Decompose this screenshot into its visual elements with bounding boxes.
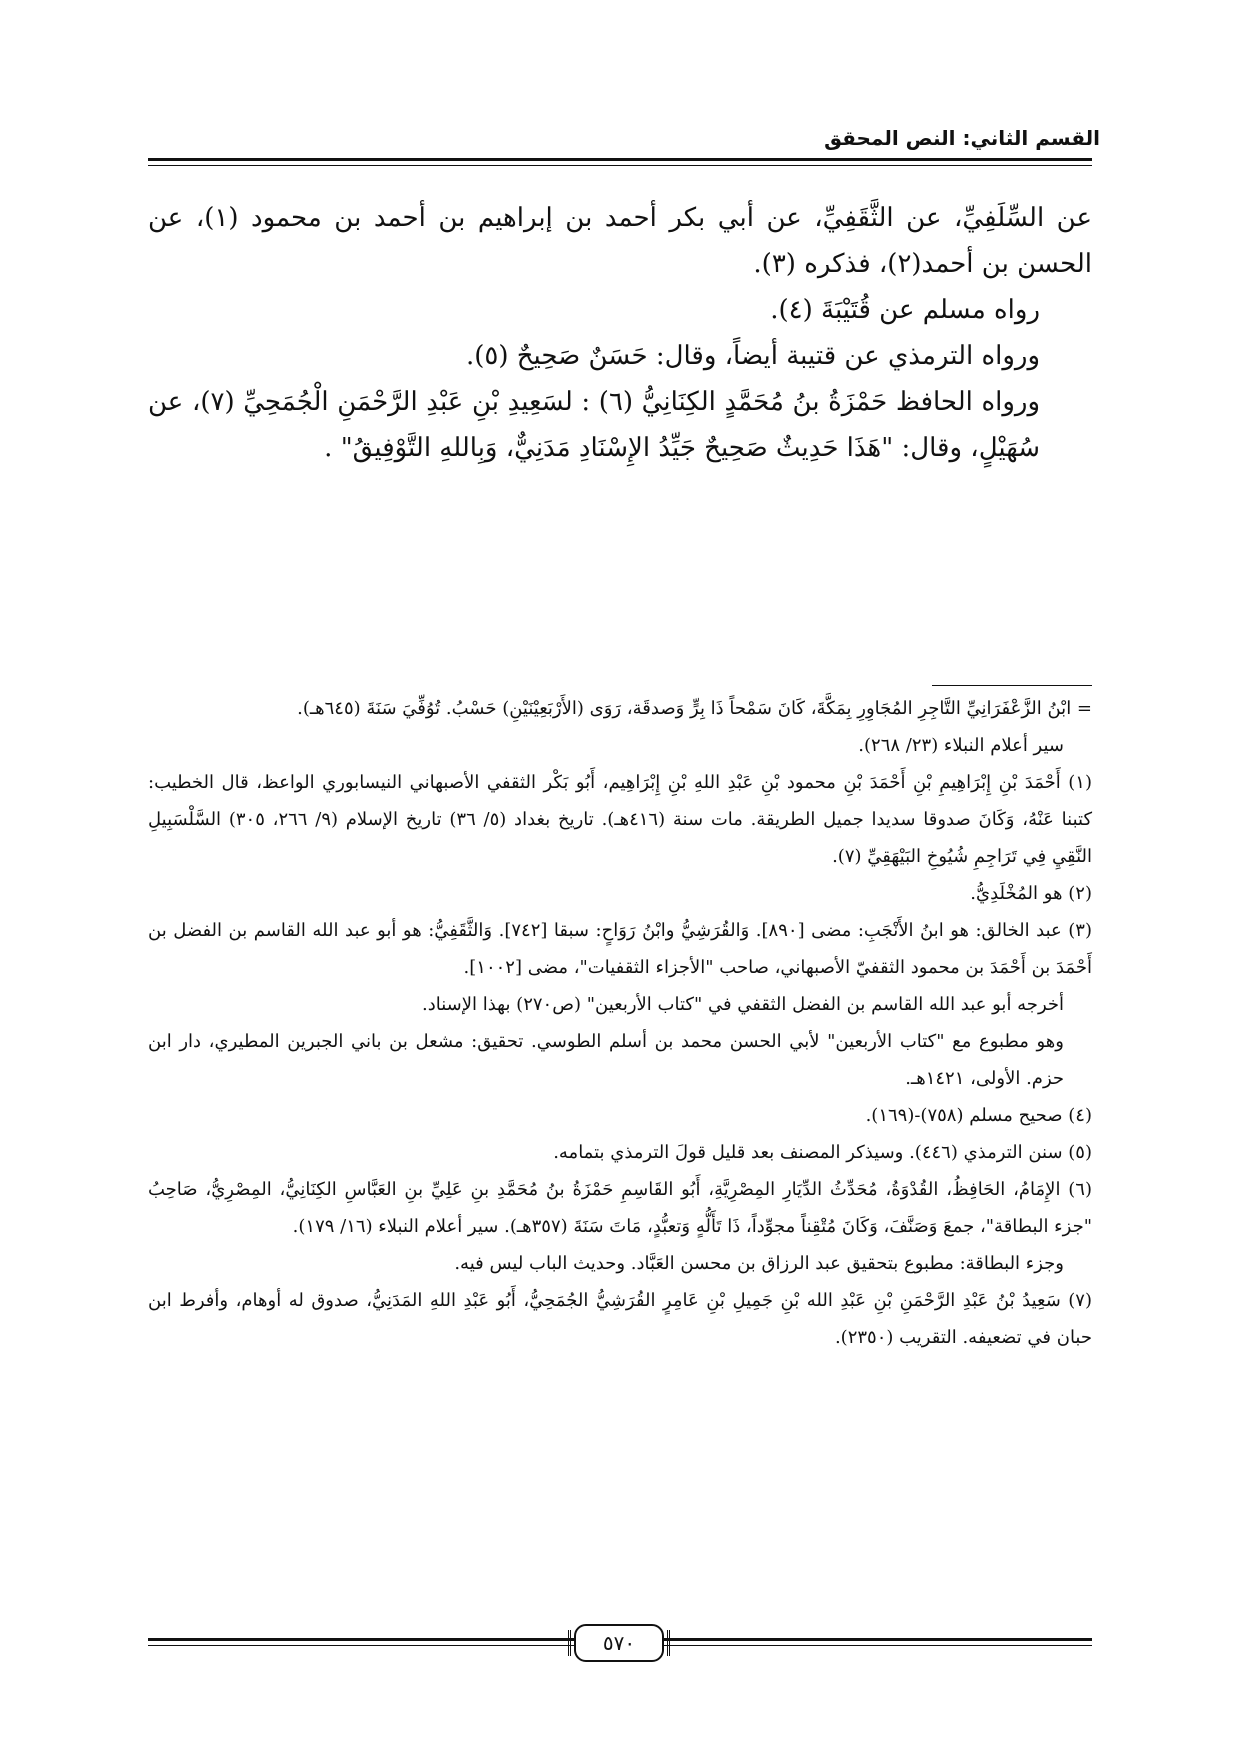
header-rule-thick (148, 158, 1092, 161)
footnote-3-note-b: وهو مطبوع مع "كتاب الأربعين" لأبي الحسن محمد بن أسلم الطوسي. تحقيق: مشعل بن باني الجبرين المطيري، دار ابن حزم. الأولى، ١٤٢١هـ. (148, 1031, 1064, 1089)
footnote-3: (٣) عبد الخالق: هو ابنُ الأَنْجَبِ: مضى [٨٩٠]. وَالقُرَشِيُّ وابْنُ رَوَاحٍ: سبقا [٧٤٢]. وَالثَّقَفِيُّ: هو أبو عبد الله القاسم بن الفضل بن أَحْمَدَ بن أَحْمَدَ بن محمود الثقفيّ الأصبهاني، صاحب "الأجزاء الثقفيات"، مضى [١٠٠٢]. (148, 920, 1092, 978)
main-text (148, 195, 1092, 471)
footnote-5: (٥) سنن الترمذي (٤٤٦). وسيذكر المصنف بعد قليل قولَ الترمذي بتمامه. (553, 1142, 1092, 1163)
body-paragraph-1: عن السِّلَفِيِّ، عن الثَّقَفِيِّ، عن أبي بكر أحمد بن إبراهيم بن أحمد بن محمود (١)، عن الحسن بن أحمد(٢)، فذكره (٣). (148, 203, 1092, 279)
footnote-6-note: وجزء البطاقة: مطبوع بتحقيق عبد الرزاق بن محسن العَبَّاد. وحديث الباب ليس فيه. (454, 1253, 1064, 1274)
footnote-7: (٧) سَعِيدُ بْنُ عَبْدِ الرَّحْمَنِ بْنِ عَبْدِ الله بْنِ جَمِيلِ بْنِ عَامِرٍ القُرَشِيُّ الجُمَحِيُّ، أَبُو عَبْدِ اللهِ المَدَنِيُّ، صدوق له أوهام، وأفرط ابن حبان في تضعيفه. التقريب (٢٣٥٠). (148, 1290, 1092, 1348)
footnote-separator (932, 685, 1092, 686)
footnotes (148, 690, 1092, 1356)
page-number-frame (568, 1630, 670, 1656)
page-number-badge (574, 1624, 664, 1662)
footnote-4: (٤) صحيح مسلم (٧٥٨)-(١٦٩). (865, 1105, 1092, 1126)
page-number: ٥٧٠ (602, 1631, 636, 1655)
body-paragraph-3: ورواه الترمذي عن قتيبة أيضاً، وقال: حَسَنٌ صَحِيحٌ (٥). (465, 341, 1040, 371)
body-paragraph-2: رواه مسلم عن قُتَيْبَةَ (٤). (770, 295, 1040, 325)
footnote-3-note-a: أخرجه أبو عبد الله القاسم بن الفضل الثقفي في "كتاب الأربعين" (ص٢٧٠) بهذا الإسناد. (421, 994, 1064, 1015)
footnote-2: (٢) هو المُخْلَدِيُّ. (970, 883, 1092, 904)
footnote-6: (٦) الإِمَامُ، الحَافِظُ، القُدْوَةُ، مُحَدِّثُ الدِّيَارِ المِصْرِيَّةِ، أَبُو القَاسِمِ حَمْزَةُ بنُ مُحَمَّدِ بنِ عَلِيِّ بنِ العَبَّاسِ الكِنَانِيُّ، المِصْرِيُّ، صَاحِبُ "جزء البطاقة"، جمعَ وَصَنَّفَ، وَكَانَ مُتْقِناً مجوِّداً، ذَا تَأَلُّهٍ وَتعبُّدٍ، مَاتَ سَنَةَ (٣٥٧هـ). سير أعلام النبلاء (١٦/ ١٧٩). (148, 1179, 1092, 1237)
running-header: القسم الثاني: النص المحقق (824, 126, 1100, 150)
body-paragraph-4: ورواه الحافظ حَمْزَةُ بنُ مُحَمَّدٍ الكِنَانِيُّ (٦) : لسَعِيدِ بْنِ عَبْدِ الرَّحْمَنِ الْجُمَحِيِّ (٧)، عن سُهَيْلٍ، وقال: "هَذَا حَدِيثٌ صَحِيحٌ جَيِّدُ الإِسْنَادِ مَدَنِيٌّ، وَبِاللهِ التَّوْفِيقُ" . (148, 387, 1040, 463)
header-rule-thin (148, 165, 1092, 166)
footnote-1: (١) أَحْمَدَ بْنِ إِبْرَاهِيمِ بْنِ أَحْمَدَ بْنِ محمود بْنِ عَبْدِ اللهِ بْنِ إِبْرَاهِيم، أَبُو بَكْر الثقفي الأصبهاني النيسابوري الواعظ، قال الخطيب: كتبنا عَنْهُ، وَكَانَ صدوقا سديدا جميل الطريقة. مات سنة (٤١٦هـ). تاريخ بغداد (٥/ ٣٦) تاريخ الإسلام (٩/ ٢٦٦، ٣٠٥) السَّلْسَبِيلِ النَّقِيِ فِي تَرَاجِمِ شُيُوخِ البَيْهَقِيِّ (٧). (148, 772, 1093, 867)
footnote-continued-source: سير أعلام النبلاء (٢٣/ ٢٦٨). (858, 735, 1064, 756)
footnote-continued: = ابْنُ الزَّعْفَرَانِيِّ التَّاجِرِ المُجَاوِرِ بِمَكَّةَ، كَانَ سَمْحاً ذَا بِرٍّ وَصدقَة، رَوَى (الأَرْبَعِيْنَيْنِ) حَسْبُ. تُوُفِّيَ سَنَةَ (٦٤٥هـ). (297, 698, 1092, 719)
